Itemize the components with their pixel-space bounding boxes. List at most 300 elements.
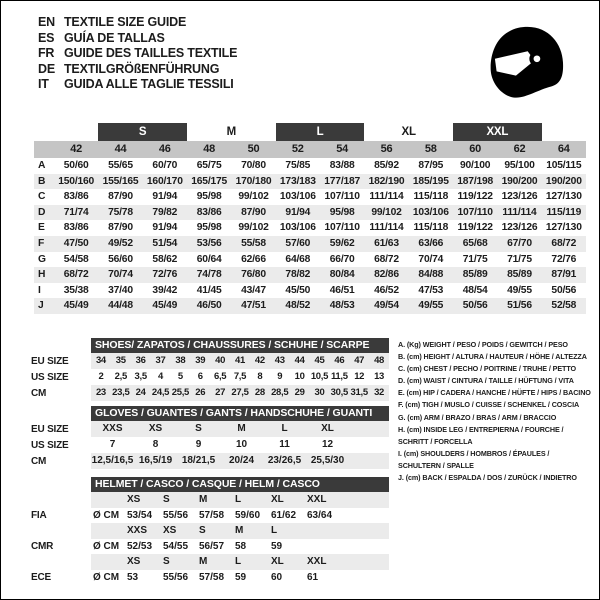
unit-spacer <box>91 492 125 508</box>
value-cell: 11,5 <box>330 371 348 382</box>
value-cell: 74/78 <box>196 269 222 281</box>
language-title: TEXTILGRÖßENFÜHRUNG <box>64 61 220 76</box>
value-cell: 127/130 <box>545 222 582 234</box>
value-cell: 165/175 <box>191 175 228 187</box>
value-cell: 160/170 <box>146 175 183 187</box>
value-cell: 53/54 <box>127 509 153 521</box>
value-cell: 10 <box>294 371 305 382</box>
textile-row <box>34 236 586 252</box>
size-cell: M <box>235 525 244 536</box>
value-cell: 25,5 <box>171 387 190 398</box>
legend-item: H. (cm) INSIDE LEG / ENTREPIERNA / FOURCHE / SCHRITT / FORCELLA <box>398 424 564 446</box>
unit-spacer <box>91 523 125 539</box>
helmet-sizes-row <box>31 523 389 539</box>
size-cell: S <box>199 525 206 536</box>
size-cell: XS <box>163 525 177 536</box>
value-cell: 30,5 <box>330 387 348 398</box>
value-cell: 55/56 <box>163 571 189 583</box>
helmet-sizes-row <box>31 554 389 570</box>
value-cell: 23,5 <box>112 387 130 398</box>
legend-item: J. (cm) BACK / ESPALDA / DOS / ZURÜCK / INDIETRO <box>398 473 577 483</box>
size-cell: L <box>235 556 242 567</box>
row-label: ECE <box>31 572 51 583</box>
value-cell: 103/106 <box>412 206 449 218</box>
value-cell: 59/60 <box>235 509 261 521</box>
row-label: US SIZE <box>31 439 69 451</box>
row-label: J <box>38 300 44 312</box>
textile-row <box>34 189 586 205</box>
textile-row <box>34 298 586 314</box>
size-cell: 46 <box>158 143 171 155</box>
empty-cell <box>341 554 389 570</box>
value-cell: 10,5 <box>310 371 329 382</box>
value-cell: 16,5/19 <box>138 455 173 466</box>
value-cell: 8 <box>152 439 159 450</box>
value-cell: 39 <box>195 355 206 366</box>
value-cell: 31,5 <box>350 387 368 398</box>
value-cell: 60/70 <box>152 160 178 171</box>
row-label-spacer <box>31 492 91 508</box>
size-cell: M <box>199 556 208 567</box>
language-row <box>38 31 237 47</box>
size-group-label: XL <box>401 126 416 138</box>
value-cell: 71/75 <box>507 253 532 265</box>
value-cell: 9 <box>277 371 283 382</box>
value-cell: 123/126 <box>501 222 538 234</box>
size-cell: XS <box>127 494 141 505</box>
value-cell: 83/86 <box>63 191 89 203</box>
size-cell: L <box>271 525 278 536</box>
row-values <box>91 523 389 539</box>
value-cell: 5 <box>177 371 183 382</box>
size-cell: XXL <box>307 556 327 567</box>
row-values <box>91 353 389 369</box>
size-cell: XL <box>271 556 284 567</box>
value-cell: 11 <box>279 439 290 450</box>
legend-item: D. (cm) WAIST / CINTURA / TAILLE / HÜFTUNG / VITA <box>398 376 574 386</box>
value-cell: 70/74 <box>418 253 444 265</box>
value-cell: 46/50 <box>196 300 222 312</box>
value-cell: 2,5 <box>114 371 127 382</box>
value-cell: 190/200 <box>501 175 538 187</box>
value-cell: 28,5 <box>271 387 289 398</box>
size-table-row <box>31 437 389 453</box>
value-cell: 58/62 <box>152 253 178 265</box>
helmet-size-table <box>31 477 389 585</box>
legend-item: A. (Kg) WEIGHT / PESO / POIDS / GEWITCH / PESO <box>398 340 568 349</box>
value-cell: 47/51 <box>241 300 266 312</box>
row-label: I <box>38 284 41 296</box>
value-cell: 57/60 <box>285 237 311 249</box>
table-title-bar: SHOES/ ZAPATOS / CHAUSSURES / SCHUHE / SCARPE <box>91 338 389 353</box>
value-cell: 115/119 <box>546 206 582 218</box>
language-row <box>38 46 237 62</box>
value-cell: 87/90 <box>241 206 266 218</box>
value-cell: 127/130 <box>545 191 582 203</box>
language-title: GUÍA DE TALLAS <box>64 30 165 45</box>
size-table-row <box>31 385 389 401</box>
value-cell: 60 <box>271 571 283 583</box>
value-cell: 57/58 <box>199 571 225 583</box>
value-cell: 79/82 <box>152 206 178 218</box>
value-cell: 8 <box>257 371 263 382</box>
value-cell: 35/38 <box>63 284 89 296</box>
value-cell: 99/102 <box>238 191 269 203</box>
value-cell: 2 <box>98 371 104 382</box>
value-cell: 107/110 <box>457 206 493 218</box>
value-cell: 107/110 <box>324 222 360 234</box>
row-label-spacer <box>31 554 91 570</box>
value-cell: 55/58 <box>241 237 266 249</box>
value-cell: 119/122 <box>457 191 493 203</box>
value-cell: 56/60 <box>108 253 133 265</box>
value-cell: 57/58 <box>199 509 225 521</box>
empty-cell <box>349 421 389 437</box>
value-cell: 103/106 <box>279 222 316 234</box>
value-cell: 64/68 <box>285 253 311 265</box>
value-cell: 45 <box>314 355 325 366</box>
size-group-label: XXL <box>453 123 542 141</box>
textile-row <box>34 252 586 268</box>
value-cell: 99/102 <box>238 222 269 234</box>
value-cell: 43/47 <box>241 284 266 296</box>
size-cell: S <box>163 556 170 567</box>
size-cell: 58 <box>424 143 437 155</box>
helmet-icon <box>484 17 568 109</box>
value-cell: 42 <box>254 355 265 366</box>
row-values <box>91 437 389 453</box>
value-cell: 115/118 <box>413 222 449 234</box>
size-table-row <box>31 353 389 369</box>
textile-row <box>34 283 586 299</box>
value-cell: 49/52 <box>108 237 133 249</box>
unit-label: Ø CM <box>93 571 120 583</box>
helmet-values-row <box>31 539 389 555</box>
row-values <box>91 508 389 524</box>
size-table-row <box>31 421 389 437</box>
language-title: GUIDA ALLE TAGLIE TESSILI <box>64 77 234 91</box>
size-group-label: M <box>226 126 237 138</box>
value-cell: 87/90 <box>108 191 133 203</box>
language-row <box>38 77 237 93</box>
value-cell: 54/55 <box>163 540 189 552</box>
unit-label: Ø CM <box>93 540 120 552</box>
value-cell: 62/66 <box>241 253 266 265</box>
row-label: FIA <box>31 510 47 521</box>
textile-row <box>34 158 586 174</box>
value-cell: 45/49 <box>152 300 178 312</box>
value-cell: 23/26,5 <box>267 455 302 466</box>
value-cell: 39/42 <box>152 284 178 296</box>
row-label: CM <box>31 455 47 467</box>
value-cell: 78/82 <box>285 269 311 281</box>
value-cell: 103/106 <box>279 191 316 203</box>
row-values <box>91 453 389 469</box>
value-cell: 41/45 <box>196 284 222 296</box>
value-cell: 18/21,5 <box>181 455 216 466</box>
value-cell: 190/200 <box>545 175 582 187</box>
value-cell: 53/56 <box>196 237 222 249</box>
value-cell: 60/64 <box>196 253 222 265</box>
language-code: ES <box>38 30 55 45</box>
value-cell: 123/126 <box>501 191 538 203</box>
legend-item: C. (cm) CHEST / PECHO / POITRINE / TRUHE / PETTO <box>398 364 576 374</box>
value-cell: 27,5 <box>231 387 249 398</box>
value-cell: 65/75 <box>196 160 222 171</box>
language-row <box>38 15 237 31</box>
value-cell: XL <box>321 423 334 434</box>
value-cell: 47/53 <box>418 284 444 296</box>
value-cell: 12,5/16,5 <box>91 455 134 466</box>
value-cell: 29 <box>294 387 305 398</box>
size-table-row <box>31 453 389 469</box>
value-cell: 13 <box>374 371 385 382</box>
size-cell: L <box>235 494 242 505</box>
textile-row <box>34 267 586 283</box>
shoes-size-table <box>31 338 389 401</box>
value-cell: 87/90 <box>108 222 133 234</box>
value-cell: 35 <box>115 355 126 366</box>
value-cell: 55/65 <box>108 160 133 171</box>
language-row <box>38 62 237 78</box>
language-code: FR <box>38 46 55 60</box>
size-cell: 42 <box>70 143 83 155</box>
helmet-values-row <box>31 508 389 524</box>
value-cell: 37/40 <box>108 284 133 296</box>
value-cell: 85/89 <box>462 269 488 281</box>
value-cell: 185/195 <box>412 175 449 187</box>
value-cell: 44 <box>294 355 305 366</box>
value-cell: 47/50 <box>63 237 89 249</box>
value-cell: 50/60 <box>63 160 89 171</box>
value-cell: 23 <box>95 387 106 398</box>
size-cell: 64 <box>557 143 570 155</box>
row-label: H <box>38 269 46 281</box>
row-label: EU SIZE <box>31 355 69 367</box>
gloves-size-table <box>31 406 389 469</box>
row-label: US SIZE <box>31 371 69 383</box>
size-cell: S <box>163 494 170 505</box>
size-cell: 54 <box>336 143 349 155</box>
value-cell: 44/48 <box>108 300 133 312</box>
value-cell: 91/94 <box>152 222 178 234</box>
value-cell: 90/100 <box>460 160 491 171</box>
value-cell: 47 <box>354 355 365 366</box>
value-cell: 85/92 <box>374 160 399 171</box>
language-code: DE <box>38 61 55 76</box>
value-cell: 177/187 <box>324 175 361 187</box>
row-label: G <box>38 253 46 265</box>
value-cell: 63/64 <box>307 509 333 521</box>
value-cell: 76/80 <box>241 269 266 281</box>
unit-label: Ø CM <box>93 509 120 521</box>
size-cell: 50 <box>247 143 260 155</box>
value-cell: 24,5 <box>151 387 170 398</box>
value-cell: 49/54 <box>374 300 399 312</box>
value-cell: 55/56 <box>163 509 189 521</box>
value-cell: 46/52 <box>374 284 399 296</box>
value-cell: 67/70 <box>507 237 532 249</box>
row-values <box>91 570 389 586</box>
row-values <box>91 492 389 508</box>
value-cell: 49/55 <box>418 300 444 312</box>
value-cell: 9 <box>195 439 202 450</box>
row-label: E <box>38 222 45 234</box>
legend-item: F. (cm) TIGH / MUSLO / CUISSE / SCHENKEL / COSCIA <box>398 400 580 410</box>
value-cell: 41 <box>235 355 245 366</box>
value-cell: 3,5 <box>134 371 147 382</box>
value-cell: 48 <box>374 355 385 366</box>
value-cell: 12 <box>321 439 334 450</box>
textile-row <box>34 220 586 236</box>
value-cell <box>305 539 341 555</box>
value-cell: XXS <box>102 423 123 434</box>
value-cell: 7 <box>109 439 116 450</box>
value-cell: 61 <box>307 571 319 583</box>
value-cell: 27 <box>215 387 226 398</box>
value-cell: M <box>237 423 246 434</box>
value-cell: 111/114 <box>502 206 537 218</box>
value-cell: 50/56 <box>462 300 488 312</box>
value-cell: 82/86 <box>374 269 399 281</box>
textile-size-row <box>34 141 586 158</box>
value-cell: 48/53 <box>329 300 355 312</box>
value-cell: 119/122 <box>457 222 493 234</box>
size-cell: M <box>199 494 208 505</box>
value-cell: 95/98 <box>196 222 222 234</box>
value-cell: 45/49 <box>63 300 89 312</box>
helmet-sizes-row <box>31 492 389 508</box>
value-cell: 52/53 <box>127 540 153 552</box>
size-cell: 48 <box>203 143 216 155</box>
size-group-label: S <box>98 123 187 141</box>
row-label: A <box>38 160 46 171</box>
value-cell: 95/100 <box>504 160 535 171</box>
value-cell: 150/160 <box>58 175 95 187</box>
value-cell: 99/102 <box>371 206 402 218</box>
value-cell: 111/114 <box>369 191 404 203</box>
value-cell: 115/118 <box>413 191 449 203</box>
value-cell: 37 <box>155 355 166 366</box>
measurement-legend <box>398 339 594 484</box>
value-cell: 71/74 <box>63 206 89 218</box>
value-cell: 83/88 <box>329 160 355 171</box>
value-cell: 170/180 <box>235 175 272 187</box>
value-cell: 59 <box>235 571 247 583</box>
empty-cell <box>349 453 389 469</box>
value-cell: 45/50 <box>285 284 311 296</box>
value-cell: 61/63 <box>374 237 399 249</box>
value-cell: 28 <box>254 387 265 398</box>
row-label: D <box>38 206 46 218</box>
value-cell: 7,5 <box>233 371 247 382</box>
row-label: EU SIZE <box>31 423 69 435</box>
legend-item: G. (cm) ARM / BRAZO / BRAS / ARM / BRACCIO <box>398 412 557 422</box>
row-label-spacer <box>31 523 91 539</box>
row-label-spacer <box>34 141 54 158</box>
value-cell: 155/165 <box>102 175 139 187</box>
value-cell: 91/94 <box>285 206 311 218</box>
empty-cell <box>341 492 389 508</box>
value-cell: 48/54 <box>462 284 488 296</box>
row-values <box>91 385 389 401</box>
value-cell: 68/72 <box>374 253 399 265</box>
size-cell: 60 <box>469 143 482 155</box>
value-cell: 50/56 <box>551 284 577 296</box>
unit-spacer <box>91 554 125 570</box>
value-cell: 59/62 <box>329 237 355 249</box>
language-title: TEXTILE SIZE GUIDE <box>64 15 187 29</box>
size-cell <box>305 523 341 539</box>
value-cell: 58 <box>235 540 247 552</box>
value-cell: 72/76 <box>551 253 577 265</box>
value-cell: 75/85 <box>285 160 311 171</box>
size-cell: XL <box>271 494 284 505</box>
value-cell: 59 <box>271 540 283 552</box>
legend-item: E. (cm) HIP / CADERA / HANCHE / HÜFTE / HIPS / BACINO <box>398 388 591 398</box>
size-table-row <box>31 369 389 385</box>
row-label: C <box>38 191 46 203</box>
empty-cell <box>341 570 389 586</box>
value-cell: 75/78 <box>108 206 133 218</box>
empty-cell <box>341 508 389 524</box>
value-cell: 10 <box>235 439 248 450</box>
language-code: EN <box>38 15 55 29</box>
value-cell: 95/98 <box>196 191 222 203</box>
value-cell: XS <box>148 423 163 434</box>
textile-row <box>34 205 586 221</box>
value-cell: 111/114 <box>369 222 404 234</box>
value-cell: 34 <box>95 355 106 366</box>
size-cell: 44 <box>114 143 127 155</box>
row-label: B <box>38 175 46 187</box>
row-values <box>91 539 389 555</box>
value-cell: 48/52 <box>285 300 311 312</box>
legend-item: B. (cm) HEIGHT / ALTURA / HAUTEUR / HÖHE / ALTEZZA <box>398 352 587 362</box>
value-cell: 25,5/30 <box>310 455 345 466</box>
value-cell: 43 <box>274 355 285 366</box>
value-cell: 38 <box>175 355 186 366</box>
row-label: F <box>38 237 45 249</box>
value-cell: 83/86 <box>196 206 222 218</box>
value-cell: 32 <box>374 387 385 398</box>
row-values <box>91 369 389 385</box>
value-cell: 51/56 <box>507 300 532 312</box>
value-cell: 107/110 <box>324 191 360 203</box>
value-cell: 46 <box>334 355 345 366</box>
value-cell: 56/57 <box>199 540 225 552</box>
value-cell: 24 <box>135 387 146 398</box>
value-cell: 72/76 <box>152 269 178 281</box>
value-cell: 68/72 <box>63 269 89 281</box>
value-cell: 87/91 <box>551 269 577 281</box>
value-cell: 61/62 <box>271 509 297 521</box>
legend-item: I. (cm) SHOULDERS / HOMBROS / ÉPAULES / SCHULTERN / SPALLE <box>398 448 550 470</box>
value-cell: 95/98 <box>329 206 355 218</box>
empty-cell <box>349 437 389 453</box>
value-cell: 53 <box>127 571 139 583</box>
value-cell: 70/74 <box>108 269 133 281</box>
size-cell: 52 <box>291 143 304 155</box>
value-cell: 20/24 <box>228 455 255 466</box>
textile-group-row <box>34 123 586 141</box>
language-header <box>38 15 237 93</box>
value-cell: 51/54 <box>152 237 178 249</box>
value-cell: 91/94 <box>152 191 178 203</box>
value-cell: 40 <box>215 355 226 366</box>
value-cell: L <box>281 423 288 434</box>
table-title-bar: GLOVES / GUANTES / GANTS / HANDSCHUHE / GUANTI <box>91 406 389 421</box>
